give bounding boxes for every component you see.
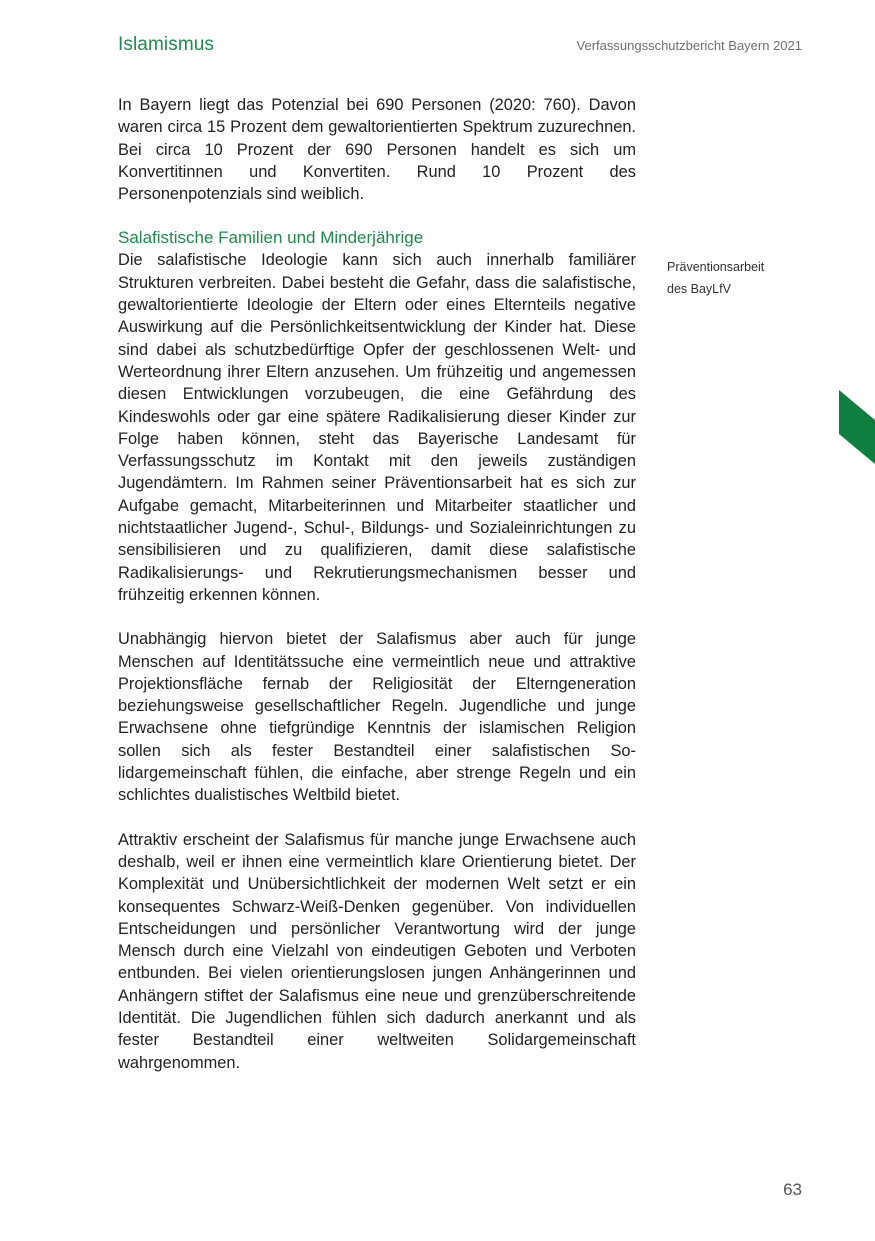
margin-note-line-2: des BayLfV [667, 282, 731, 296]
chapter-tab-marker [839, 390, 875, 464]
subheading: Salafistische Familien und Minderjährige [118, 228, 424, 248]
chapter-tab-shape [839, 390, 875, 464]
section-title: Islamismus [118, 34, 215, 55]
paragraph-1: Die salafistische Ideologie kann sich auch innerhalb familiärer Strukturen verbreiten. Dabei besteht die Gefahr, dass die salafistische, gewaltorientierte Ideologie der Eltern oder eines Elternteils negative Auswirkung auf die Persönlichkeitsentwicklung der Kinder hat. Diese sind dabei als schutzbedürftige Opfer der geschlossenen Welt- und Werteordnung ihrer Eltern anzusehen. Um frühzeitig und angemessen diesen Entwicklungen vorzubeugen, die eine Gefährdung des Kindeswohls oder gar eine spätere Radikalisierung dieser Kinder zur Folge haben können, steht das Bayerische Landesamt für Verfassungsschutz im Kontakt mit den jeweils zuständigen Jugendämtern. Im Rahmen seiner Präventionsarbeit hat es sich zur Aufgabe gemacht, Mitarbeiterinnen und Mitarbeiter staatlicher und nichtstaatlicher Jugend-, Schul-, Bildungs- und Sozialeinrichtungen zu sensibilisieren und zu qualifizieren, damit diese salafistische Radikalisierungs- und Rekrutierungsmechanismen besser und frühzeitig erkennen können. [118, 251, 636, 604]
paragraph-2: Unabhängig hiervon bietet der Salafismus aber auch für junge Menschen auf Identitätssuche eine vermeintlich neue und attraktive Projektionsfläche fernab der Religiosität der Elterngeneration beziehungsweise gesellschaftlicher Regeln. Jugendliche und junge Erwachsene ohne tiefgründige Kenntnis der islamischen Religion sollen sich als fester Bestandteil einer salafistischen Solidargemeinschaft fühlen, die einfache, aber strenge Regeln und ein schlichtes dualistisches Weltbild bietet. [118, 630, 636, 805]
margin-note-line-1: Präventionsarbeit [667, 260, 765, 274]
report-title: Verfassungsschutzbericht Bayern 2021 [576, 38, 802, 53]
page-number: 63 [783, 1180, 802, 1199]
paragraph-3: Attraktiv erscheint der Salafismus für manche junge Erwachsene auch deshalb, weil er ihnen eine vermeintlich klare Orientierung bietet. Der Komplexität und Unübersichtlichkeit der modernen Welt setzt er ein konsequentes Schwarz-Weiß-Denken gegenüber. Von individuellen Entscheidungen und persönlicher Verantwortung wird der junge Mensch durch eine Vielzahl von eindeutigen Geboten und Verboten entbunden. Bei vielen orientierungslosen jungen Anhängerinnen und Anhängern stiftet der Salafismus eine neue und grenzüberschreitende Identität. Die Jugendlichen fühlen sich dadurch anerkannt und als fester Bestandteil einer weltweiten Solidargemeinschaft wahrgenommen. [118, 830, 636, 1072]
main-text-column [118, 94, 636, 1074]
intro-paragraph: In Bayern liegt das Potenzial bei 690 Personen (2020: 760). Davon waren circa 15 Prozent dem gewaltorientierten Spektrum zuzurechnen. Bei circa 10 Prozent der 690 Personen handelt es sich um Konvertitinnen und Konvertiten. Rund 10 Prozent des Personenpotenzials sind weiblich. [118, 96, 636, 204]
margin-note [667, 256, 817, 300]
